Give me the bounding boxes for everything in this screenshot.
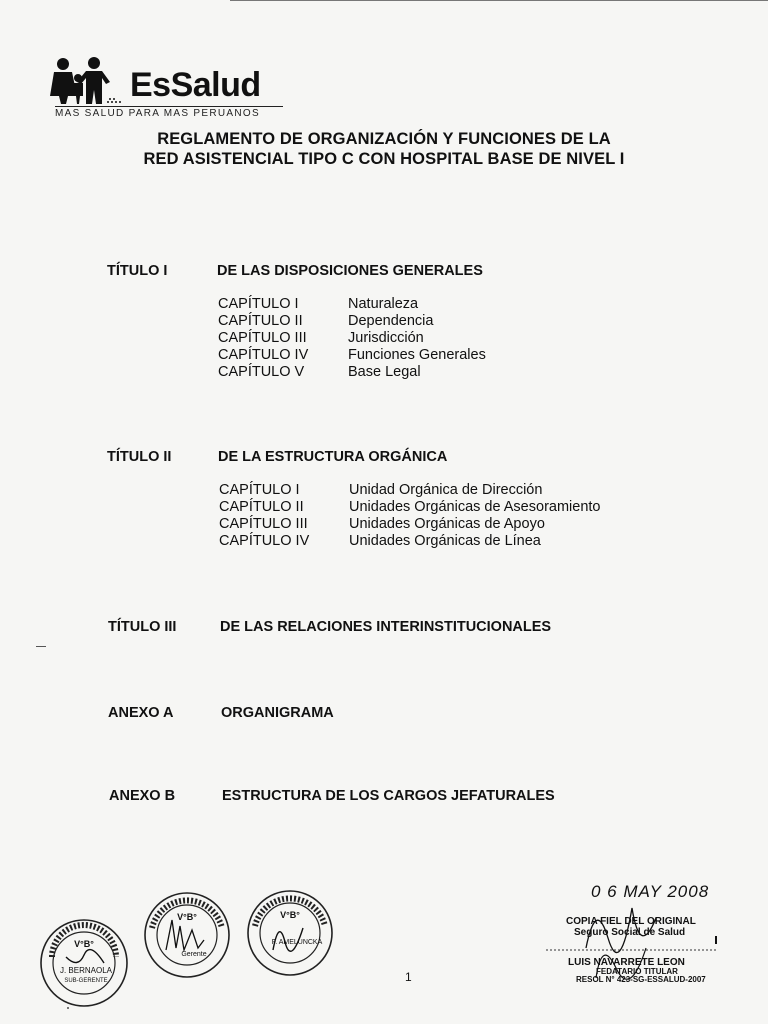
seal-stamp-icon bbox=[38, 917, 130, 1009]
section-heading: DE LAS RELACIONES INTERINSTITUCIONALES bbox=[220, 619, 552, 635]
approval-stamp-3 bbox=[245, 888, 335, 983]
list-item bbox=[219, 499, 739, 516]
chapter-name: Unidades Orgánicas de Apoyo bbox=[349, 516, 545, 532]
chapter-number: CAPÍTULO I bbox=[219, 482, 300, 498]
section-heading: DE LA ESTRUCTURA ORGÁNICA bbox=[218, 449, 448, 465]
list-item bbox=[218, 313, 738, 330]
seal-stamp-icon bbox=[245, 888, 335, 978]
chapter-name: Unidades Orgánicas de Línea bbox=[349, 533, 541, 549]
chapter-name: Unidad Orgánica de Dirección bbox=[349, 482, 543, 498]
document-title-line-2: RED ASISTENCIAL TIPO C CON HOSPITAL BASE DE NIVEL I bbox=[143, 150, 625, 168]
certification-stamp bbox=[536, 878, 736, 988]
chapter-list bbox=[218, 296, 738, 381]
brand-name: EsSalud bbox=[130, 66, 261, 104]
section-label: ANEXO B bbox=[109, 788, 176, 804]
chapter-list bbox=[219, 482, 739, 550]
list-item bbox=[218, 364, 738, 381]
list-item bbox=[219, 516, 739, 533]
section-heading: ESTRUCTURA DE LOS CARGOS JEFATURALES bbox=[222, 788, 555, 804]
section-label: TÍTULO I bbox=[107, 263, 168, 279]
stamp-name: J. BERNAOLA bbox=[59, 966, 113, 975]
seal-stamp-icon bbox=[142, 890, 232, 980]
section-heading: DE LAS DISPOSICIONES GENERALES bbox=[217, 263, 483, 279]
list-item bbox=[218, 347, 738, 364]
stamp-role: SUB-GERENTE bbox=[64, 978, 108, 984]
chapter-number: CAPÍTULO II bbox=[218, 313, 303, 329]
section-label: TÍTULO II bbox=[107, 449, 172, 465]
stamp-vb: V°B° bbox=[280, 910, 300, 920]
margin-mark bbox=[36, 646, 46, 647]
chapter-name: Base Legal bbox=[348, 364, 421, 380]
list-item bbox=[219, 533, 739, 550]
chapter-number: CAPÍTULO IV bbox=[218, 347, 309, 363]
certification-line-2: Seguro Social de Salud bbox=[574, 927, 686, 938]
chapter-name: Dependencia bbox=[348, 313, 434, 329]
section-label: ANEXO A bbox=[108, 705, 174, 721]
stamp-role: Gerente bbox=[181, 951, 207, 958]
chapter-name: Naturaleza bbox=[348, 296, 419, 312]
list-item bbox=[219, 482, 739, 499]
essalud-logo bbox=[50, 52, 290, 122]
list-item bbox=[218, 296, 738, 313]
chapter-number: CAPÍTULO III bbox=[219, 516, 308, 532]
list-item bbox=[218, 330, 738, 347]
document-title-line-1: REGLAMENTO DE ORGANIZACIÓN Y FUNCIONES DE LA bbox=[157, 130, 611, 148]
brand-slogan: MAS SALUD PARA MAS PERUANOS bbox=[55, 108, 260, 119]
stamp-vb: V°B° bbox=[74, 939, 94, 949]
certification-date: 0 6 MAY 2008 bbox=[591, 882, 710, 901]
chapter-name: Funciones Generales bbox=[348, 347, 486, 363]
certification-line-1: COPIA FIEL DEL ORIGINAL bbox=[566, 916, 696, 927]
chapter-number: CAPÍTULO I bbox=[218, 296, 299, 312]
approval-stamp-1 bbox=[38, 917, 130, 1014]
section-heading: ORGANIGRAMA bbox=[221, 705, 334, 721]
chapter-number: CAPÍTULO II bbox=[219, 499, 304, 515]
logo-divider bbox=[55, 106, 283, 107]
page-number: 1 bbox=[405, 970, 412, 984]
chapter-number: CAPÍTULO IV bbox=[219, 533, 310, 549]
certifier-name: LUIS NAVARRETE LEON bbox=[568, 957, 685, 968]
stamp-name: F. AMELUNCKA bbox=[271, 939, 323, 946]
chapter-name: Unidades Orgánicas de Asesoramiento bbox=[349, 499, 601, 515]
certifier-role: FEDATARIO TITULAR bbox=[596, 967, 678, 976]
section-label: TÍTULO III bbox=[108, 619, 177, 635]
chapter-number: CAPÍTULO V bbox=[218, 364, 305, 380]
certifier-resolution: RESOL N° 423-SG-ESSALUD-2007 bbox=[576, 975, 706, 984]
chapter-name: Jurisdicción bbox=[348, 330, 424, 346]
stamp-vb: V°B° bbox=[177, 912, 197, 922]
family-figures-icon bbox=[50, 56, 130, 106]
chapter-number: CAPÍTULO III bbox=[218, 330, 307, 346]
scan-edge-line bbox=[230, 0, 768, 1]
approval-stamp-2 bbox=[142, 890, 232, 985]
